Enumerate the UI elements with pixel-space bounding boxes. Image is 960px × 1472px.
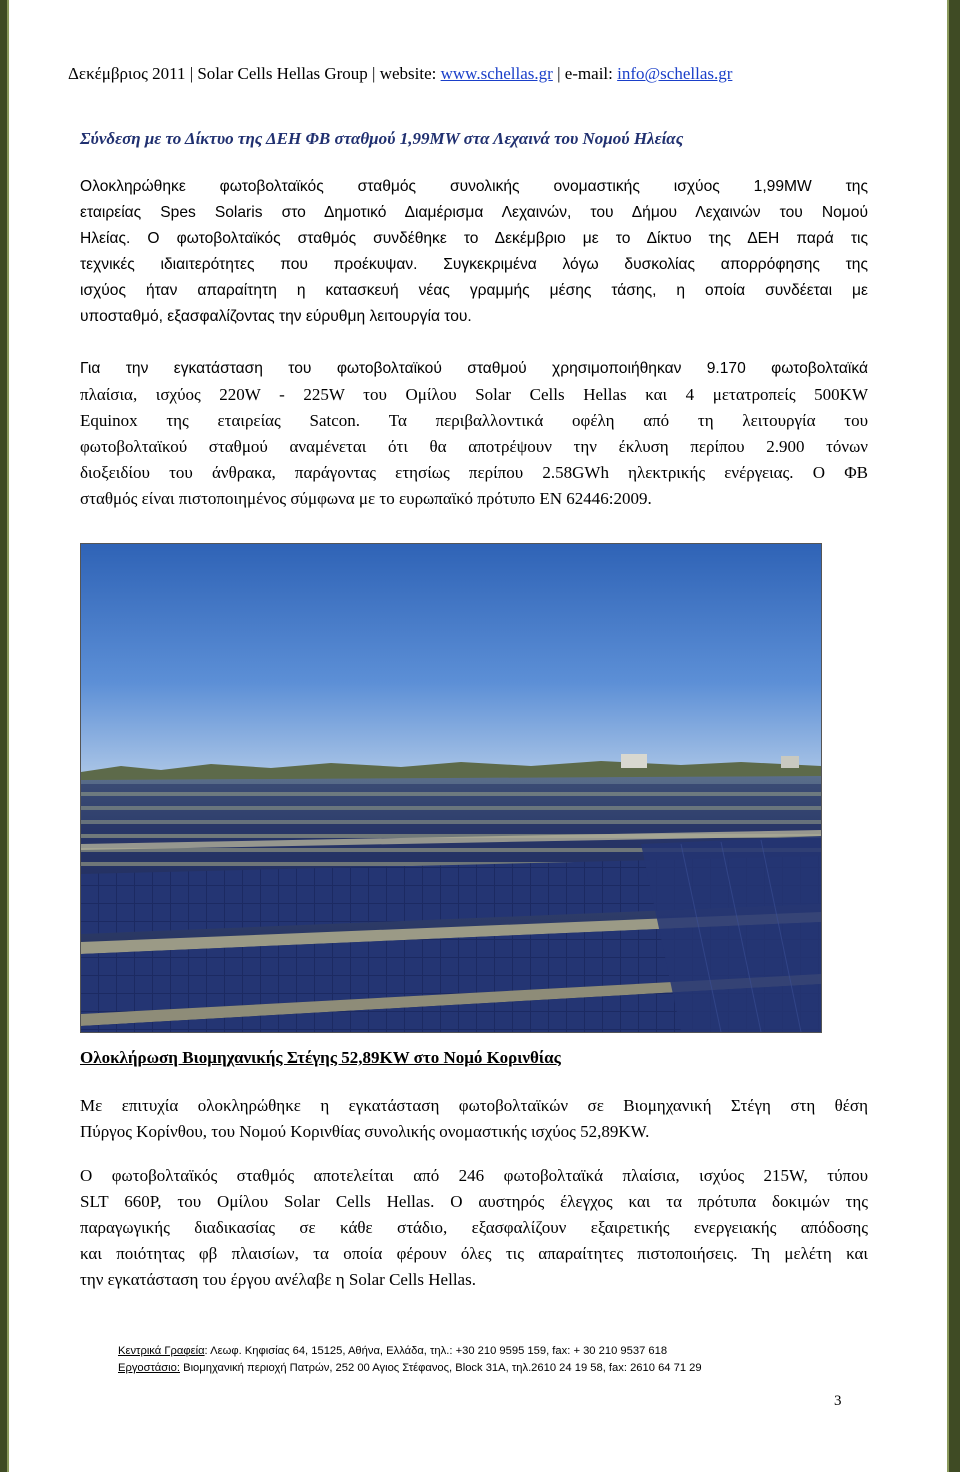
text-line: και ποιότητας φβ πλαισίων, τα οποία φέρουν όλες τις απαραίτητες πιστοποιήσεις. Τη μελέτη και — [80, 1244, 868, 1263]
text-line: πλαίσια, ισχύος 220W - 225W του Ομίλου Solar Cells Hellas και 4 μετατροπείς 500KW — [80, 385, 868, 404]
section2-title: Ολοκλήρωση Βιομηχανικής Στέγης 52,89KW στο Νομό Κορινθίας — [80, 1048, 561, 1067]
text-line: Πύργος Κορίνθου, του Νομού Κορινθίας συνολικής ονομαστικής ισχύος 52,89KW. — [80, 1122, 650, 1141]
text-line: σταθμός είναι πιστοποιημένος σύμφωνα με το ευρωπαϊκό πρότυπο EN 62446:2009. — [80, 489, 652, 508]
footer-office — [118, 1343, 818, 1359]
text-line: εταιρείας Spes Solaris στο Δημοτικό Διαμέρισμα Λεχαινών, του Δήμου Λεχαινών του Νομού — [80, 204, 868, 221]
text-line: φωτοβολταϊκού σταθμού αναμένεται ότι θα αποτρέψουν την έκλυση περίπου 2.900 τόνων — [80, 437, 868, 456]
footer-office-text: : Λεωφ. Κηφισίας 64, 15125, Αθήνα, Ελλάδα, τηλ.: +30 210 9595 159, fax: + 30 210 9537 618 — [204, 1345, 668, 1357]
email-link[interactable]: info@schellas.gr — [617, 64, 733, 83]
page-header — [68, 63, 898, 85]
page-border-left — [0, 0, 7, 1472]
text-line: τεχνικές ιδιαιτερότητες που προέκυψαν. Συγκεκριμένα λόγω δυσκολίας απορρόφησης της — [80, 256, 868, 273]
header-date-group: Δεκέμβριος 2011 | Solar Cells Hellas Group | website: — [68, 64, 441, 83]
text-line: την εγκατάσταση του έργου ανέλαβε η Solar Cells Hellas. — [80, 1270, 476, 1289]
text-line: Ηλείας. Ο φωτοβολταϊκός σταθμός συνδέθηκε το Δεκέμβριο με το Δίκτυο της ΔΕΗ παρά τις — [80, 230, 868, 247]
section1-paragraph-2 — [80, 356, 868, 382]
footer-office-label: Κεντρικά Γραφεία — [118, 1345, 205, 1357]
text-line: παραγωγικής διαδικασίας σε κάθε στάδιο, εξασφαλίζουν εξαιρετικής ενεργειακής απόδοσης — [80, 1218, 868, 1237]
solar-park-photo — [80, 543, 822, 1033]
text-line: Ο φωτοβολταϊκός σταθμός αποτελείται από 246 φωτοβολταϊκά πλαίσια, ισχύος 215W, τύπου — [80, 1166, 868, 1185]
footer-factory — [118, 1360, 818, 1376]
text-line: Ολοκληρώθηκε φωτοβολταϊκός σταθμός συνολικής ονομαστικής ισχύος 1,99MW της — [80, 178, 868, 195]
text-line: Equinox της εταιρείας Satcon. Τα περιβαλλοντικά οφέλη από τη λειτουργία του — [80, 411, 868, 430]
text-line: διοξειδίου του άνθρακα, παράγοντας ετησίως περίπου 2.58GWh ηλεκτρικής ενέργειας. Ο ΦΒ — [80, 463, 868, 482]
footer-factory-text: Βιομηχανική περιοχή Πατρών, 252 00 Αγιος Στέφανος, Block 31A, τηλ.2610 24 19 58, fax: 2610 64 71 29 — [180, 1362, 702, 1374]
section1-title: Σύνδεση με το Δίκτυο της ΔΕΗ ΦΒ σταθμού 1,99MW στα Λεχαινά του Νομού Ηλείας — [80, 129, 684, 148]
footer-factory-label: Εργοστάσιο: — [118, 1362, 180, 1374]
text-line: Για την εγκατάσταση του φωτοβολταϊκού σταθμού χρησιμοποιήθηκαν 9.170 φωτοβολταϊκά — [80, 360, 868, 377]
page-border-right — [949, 0, 960, 1472]
text-line: υποσταθμό, εξασφαλίζοντας την εύρυθμη λειτουργία του. — [80, 308, 472, 325]
website-link[interactable]: www.schellas.gr — [440, 64, 553, 83]
header-email-label: | e-mail: — [552, 64, 618, 83]
page-number: 3 — [834, 1393, 842, 1409]
text-line: ισχύος ήταν απαραίτητη η κατασκευή νέας γραμμής μέσης τάσης, η οποία συνδέεται με — [80, 282, 868, 299]
section1-paragraph-2-cont — [80, 382, 868, 512]
section2-paragraph-2 — [80, 1163, 868, 1293]
text-line: Με επιτυχία ολοκληρώθηκε η εγκατάσταση φωτοβολταϊκών σε Βιομηχανική Στέγη στη θέση — [80, 1096, 868, 1115]
section1-paragraph-1 — [80, 174, 868, 330]
text-line: SLT 660P, του Ομίλου Solar Cells Hellas. Ο αυστηρός έλεγχος και τα πρότυπα δοκιμών της — [80, 1192, 868, 1211]
section2-paragraph-1 — [80, 1093, 868, 1145]
